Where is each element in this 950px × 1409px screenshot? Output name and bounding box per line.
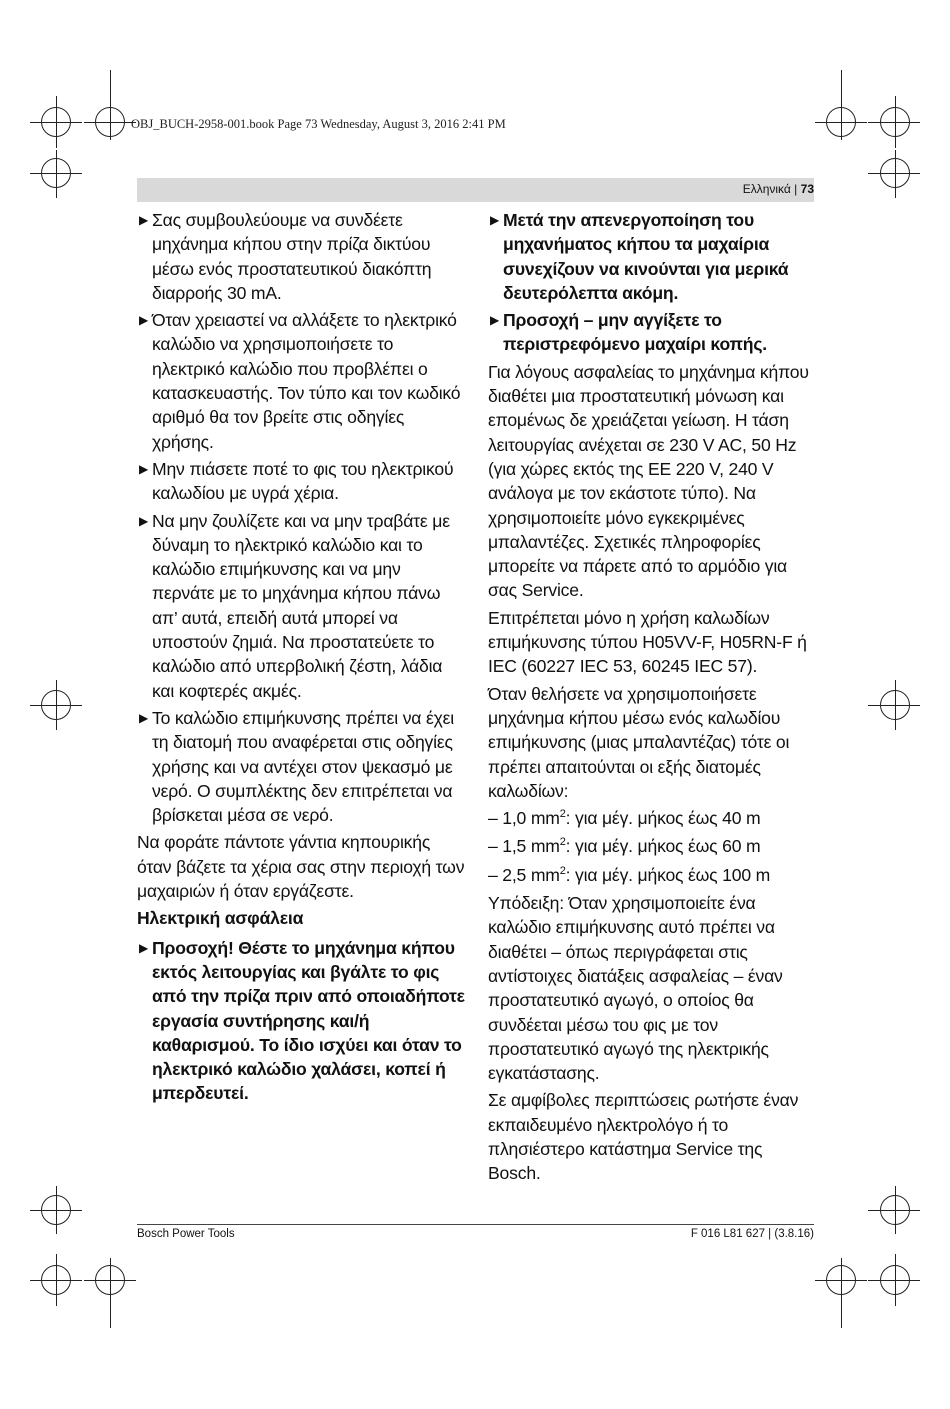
list-item-warning: ▶ Προσοχή! Θέστε το μηχάνημα κήπου εκτός λειτουργίας και βγάλτε το φις από την πρίζα πριν από οποιαδήποτε εργασία συντήρησης και/ή καθαρισμού. Το ίδιο ισχύει και όταν το ηλεκτρικό καλώδιο χαλάσει, κοπεί ή μπερδευτεί. bbox=[139, 937, 465, 1104]
page-header bbox=[743, 182, 814, 196]
section-heading-electrical-safety: Ηλεκτρική ασφάλεια bbox=[137, 908, 304, 929]
page-number: 73 bbox=[800, 182, 814, 196]
bullet-arrow-icon: ▶ bbox=[490, 313, 500, 328]
bullet-arrow-icon: ▶ bbox=[139, 710, 149, 725]
header-language: Ελληνικά bbox=[742, 182, 791, 196]
cable-types-paragraph: Επιτρέπεται μόνο η χρήση καλωδίων επιμήκυνσης τύπου H05VV-F, H05RN-F ή IEC (60227 IEC 53, 60245 IEC 57). bbox=[488, 607, 807, 677]
list-item: ▶ Όταν χρειαστεί να αλλάξετε το ηλεκτρικό καλώδιο να χρησιμοποιήσετε το ηλεκτρικό καλώδιο που προβλέπει ο κατασκευαστής. Τον τύπο και τον κωδικό αριθμό θα τον βρείτε στις οδηγίες χρήσης. bbox=[139, 310, 461, 452]
footer-document-code: F 016 L81 627 | (3.8.16) bbox=[690, 1228, 814, 1240]
print-file-info: OBJ_BUCH-2958-001.book Page 73 Wednesday, August 3, 2016 2:41 PM bbox=[131, 117, 506, 131]
list-item-warning: ▶ Μετά την απενεργοποίηση του μηχανήματος κήπου τα μαχαίρια συνεχίζουν να κινούνται για μερικά δευτερόλεπτα ακόμη. bbox=[490, 210, 789, 303]
footer-divider bbox=[137, 1224, 814, 1225]
doubt-paragraph: Σε αμφίβολες περιπτώσεις ρωτήστε έναν εκπαιδευμένο ηλεκτρολόγο ή το πλησιέστερο κατάστημα Service της Bosch. bbox=[488, 1090, 799, 1184]
bullet-arrow-icon: ▶ bbox=[139, 313, 149, 328]
header-bar bbox=[137, 178, 814, 202]
right-column bbox=[488, 208, 818, 1189]
insulation-paragraph: Για λόγους ασφαλείας το μηχάνημα κήπου διαθέτει μια προστατευτική μόνωση και επομένως δε χρειάζεται γείωση. Η τάση λειτουργίας ανέχεται σε 230 V AC, 50 Hz (για χώρες εκτός της ΕΕ 220 V, 240 V ανάλογα με τον εκάστοτε τύπο). Να χρησιμοποιείτε μόνο εγκεκριμένες μπαλαντέζες. Σχετικές πληροφορίες μπορείτε να πάρετε από το αρμόδιο για σας Service. bbox=[488, 361, 809, 601]
list-item: ▶ Σας συμβουλεύουμε να συνδέετε μηχάνημα κήπου στην πρίζα δικτύου μέσω ενός προστατευτικού διακόπτη διαρροής 30 mA. bbox=[139, 210, 432, 303]
bullet-arrow-icon: ▶ bbox=[139, 940, 149, 955]
bullet-arrow-icon: ▶ bbox=[139, 213, 149, 227]
cross-section-item: – 1,0 $mm^2$: για μέγ. μήκος έως 40 m bbox=[488, 808, 761, 829]
note-paragraph: Υπόδειξη: Όταν χρησιμοποιείτε ένα καλώδιο επιμήκυνσης αυτό πρέπει να διαθέτει – όπως περιγράφεται στις αντίστοιχες διατάξεις ασφαλείας – έναν προστατευτικό αγωγό, ο οποίος θα συνδέεται μέσω του φις με τον προστατευτικό αγωγό της ηλεκτρικής εγκατάστασης. bbox=[488, 893, 783, 1084]
bullet-arrow-icon: ▶ bbox=[139, 513, 149, 528]
list-item-warning: ▶ Προσοχή – μην αγγίξετε το περιστρεφόμενο μαχαίρι κοπής. bbox=[490, 310, 767, 355]
header-separator: | bbox=[790, 182, 801, 196]
list-item: ▶ Το καλώδιο επιμήκυνσης πρέπει να έχει τη διατομή που αναφέρεται στις οδηγίες χρήσης και να αντέχει στον ψεκασμό με νερό. Ο συμπλέκτης δεν επιτρέπεται να βρίσκεται μέσα σε νερό. bbox=[139, 707, 454, 826]
cross-section-item: – 2,5 $mm^2$: για μέγ. μήκος έως 100 m bbox=[488, 864, 771, 885]
footer-brand: Bosch Power Tools bbox=[137, 1228, 235, 1240]
list-item: ▶ Να μην ζουλίζετε και να μην τραβάτε με δύναμη το ηλεκτρικό καλώδιο και το καλώδιο επιμήκυνσης και να μην περνάτε με το μηχάνημα κήπου πάνω απ’ αυτά, επειδή αυτά μπορεί να υποστούν ζημιά. Να προστατεύετε το καλώδιο από υπερβολική ζέστη, λάδια και κοφτερές ακμές. bbox=[139, 510, 450, 701]
list-item: ▶ Μην πιάσετε ποτέ το φις του ηλεκτρικού καλωδίου με υγρά χέρια. bbox=[139, 458, 454, 504]
left-column bbox=[137, 208, 467, 1109]
cross-section-item: – 1,5 $mm^2$: για μέγ. μήκος έως 60 m bbox=[488, 836, 761, 857]
extension-cable-paragraph: Όταν θελήσετε να χρησιμοποιήσετε μηχάνημα κήπου μέσω ενός καλωδίου επιμήκυνσης (μιας μπαλαντέζας) τότε οι πρέπει απαιτούνται οι εξής διατομές καλωδίων: bbox=[488, 683, 790, 801]
bullet-arrow-icon: ▶ bbox=[490, 213, 500, 227]
gloves-paragraph: Να φοράτε πάντοτε γάντια κηπουρικής όταν βάζετε τα χέρια σας στην περιοχή των μαχαιριών ή όταν εργάζεστε. bbox=[137, 832, 465, 902]
bullet-arrow-icon: ▶ bbox=[139, 461, 149, 476]
